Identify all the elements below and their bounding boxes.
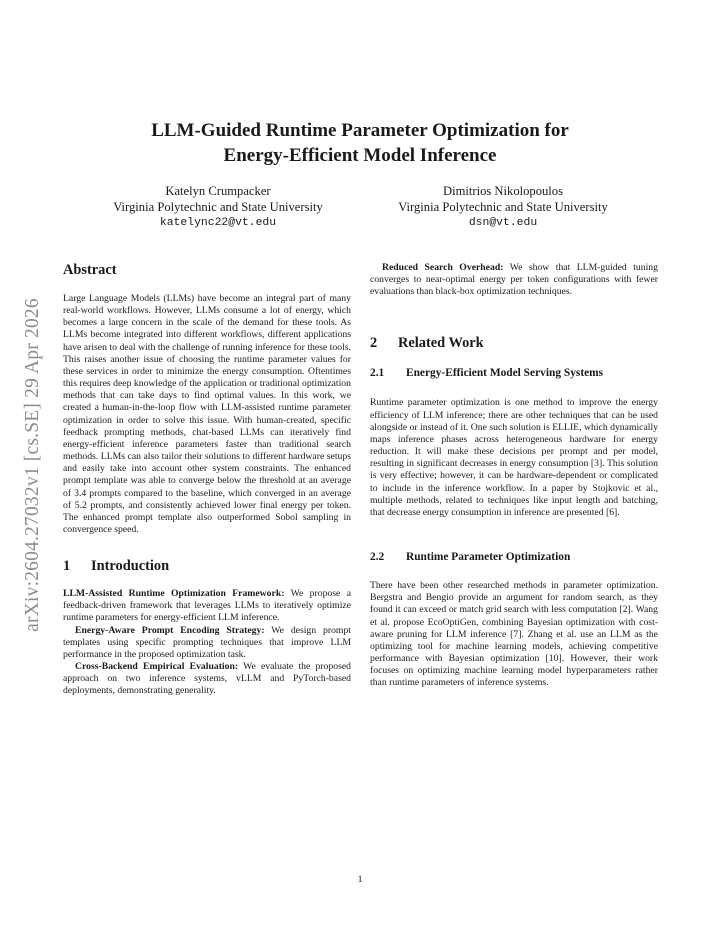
- author-block-1: [78, 183, 358, 231]
- contribution-label: LLM-Assisted Runtime Optimization Framework:: [63, 588, 285, 600]
- author-block-2: [363, 183, 643, 231]
- subsection-title: Energy-Efficient Model Serving Systems: [406, 367, 604, 380]
- contribution-item: [63, 625, 351, 661]
- subsection-text-2-1: Runtime parameter optimization is one method to improve the energy efficiency of LLM inference; there are other techniques that can be used alongside or instead of it. One such solution is ELLIE, which dynamically maps inference phases across heterogeneous hardware for energy reduction. It will make these decisions per prompt and per model, resulting in significant decreases in energy consumption [3]. This solution is very effective; however, it can be hardware-dependent or complicated to include in the inference workflow. In a paper by Stojkovic et al., multiple methods, related to techniques like input length and batching, that decrease energy consumption in inference are presented [6].: [370, 397, 658, 518]
- contribution-text: We design prompt templates using specific prompting techniques that improve LLM performance in the proposed optimization task.: [63, 624, 351, 660]
- paper-title: [0, 118, 720, 168]
- author-email: dsn@vt.edu: [468, 217, 538, 229]
- section-number: 2: [370, 335, 378, 352]
- author-affiliation: Virginia Polytechnic and State University: [113, 200, 323, 214]
- contribution-item: [63, 661, 351, 697]
- contribution-item: [63, 588, 351, 624]
- contribution-label: Cross-Backend Empirical Evaluation:: [75, 661, 239, 673]
- subsection-number: 2.1: [370, 367, 385, 380]
- abstract-heading: Abstract: [63, 262, 117, 278]
- subsection-heading-2-1: [370, 366, 658, 380]
- left-column: [63, 262, 351, 698]
- contribution-item: [370, 262, 658, 298]
- section-number: 1: [63, 558, 71, 575]
- arxiv-identifier: arXiv:2604.27032v1 [cs.SE] 29 Apr 2026: [22, 298, 43, 632]
- section-heading-related-work: [370, 335, 658, 352]
- author-affiliation: Virginia Polytechnic and State University: [398, 200, 608, 214]
- right-column: [370, 262, 658, 689]
- page-number: 1: [357, 874, 363, 885]
- subsection-text-2-2: There have been other researched methods in parameter optimization. Bergstra and Bengio provide an argument for random search, as they found it can exceed or match grid search with less computation [2]. Wang et al. propose EcoOptiGen, combining Bayesian optimization with cost-aware pruning for LLM inference [7]. Zhang et al. use an LLM as the optimizing tool for machine learning models, achieving competitive performance with Bayesian optimization [10]. However, their work focuses on optimizing machine learning model hyperparameters rather than runtime parameters of inference systems.: [370, 580, 658, 689]
- author-email: katelync22@vt.edu: [159, 217, 277, 229]
- subsection-heading-2-2: [370, 550, 658, 564]
- section-title: Introduction: [91, 558, 170, 575]
- subsection-number: 2.2: [370, 551, 385, 564]
- contribution-text: We evaluate the proposed approach on two inference systems, vLLM and PyTorch-based deployments, demonstrating generality.: [63, 661, 351, 697]
- abstract-text: Large Language Models (LLMs) have become an integral part of many real-world workflows. However, LLMs consume a lot of energy, which becomes a large concern in the scale of the demand for these tools. As LLMs become integrated into different workflows, different applications have arisen to deal with the challenge of running inference for these tools. This raises another issue of choosing the runtime parameter values for these services in order to minimize the energy consumption. Oftentimes this requires deep knowledge of the application or traditional optimization methods that can take days to find optimal values. In this work, we created a human-in-the-loop flow with LLM-assisted runtime parameter optimization in order to solve this issue. With human-created, specific feedback prompting methods, chat-based LLMs can iteratively find energy-efficient inference parameters faster than traditional search methods. LLMs can also tailor their solutions to different hardware setups and easily take into account other system constraints. The enhanced prompt template was able to converge below the threshold at an average of 3.4 prompts compared to the baseline, which converged in an average of 5.2 prompts, and consistently achieved lower final energy per token. The enhanced prompt template also outperformed Sobol sampling in convergence speed.: [63, 293, 351, 535]
- contribution-text: We show that LLM-guided tuning converges to near-optimal energy per token configurations with fewer evaluations than black-box optimization techniques.: [370, 262, 658, 298]
- title-line-2: Energy-Efficient Model Inference: [223, 145, 497, 166]
- section-heading-introduction: [63, 558, 351, 575]
- author-name: Katelyn Crumpacker: [165, 184, 271, 198]
- contribution-label: Energy-Aware Prompt Encoding Strategy:: [75, 624, 265, 636]
- subsection-title: Runtime Parameter Optimization: [406, 551, 571, 564]
- contribution-label: Reduced Search Overhead:: [382, 262, 504, 273]
- title-line-1: LLM-Guided Runtime Parameter Optimization for: [151, 120, 569, 141]
- author-name: Dimitrios Nikolopoulos: [443, 184, 563, 198]
- contribution-text: We propose a feedback-driven framework that leverages LLMs to iteratively optimize runtime parameters for energy-efficient LLM inference.: [63, 588, 351, 624]
- section-title: Related Work: [398, 335, 484, 352]
